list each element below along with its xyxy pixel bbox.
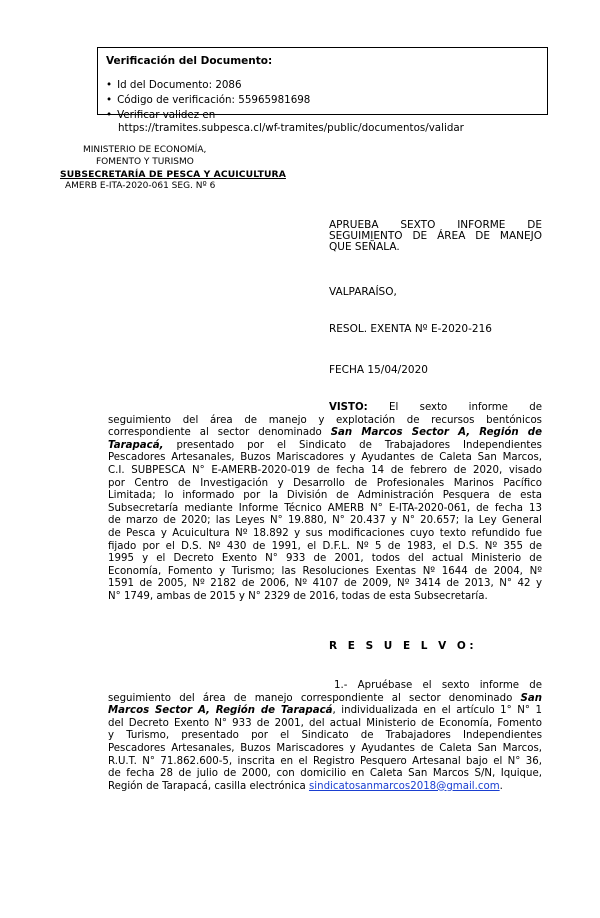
- verification-list: [106, 78, 310, 123]
- visto-line: Subsecretaría mediante Informe Técnico AMERB N° E-ITA-2020-061, de fecha 13: [108, 502, 542, 514]
- subject-line-1: APRUEBA SEXTO INFORME DE: [329, 219, 542, 231]
- visto-line: Tarapacá, presentado por el Sindicato de Trabajadores Independientes: [108, 439, 542, 451]
- point-line: Región de Tarapacá, casilla electrónica sindicatosanmarcos2018@gmail.com.: [108, 780, 503, 792]
- point-line: R.U.T. N° 71.862.600-5, inscrita en el Registro Pesquero Artesanal bajo el N° 36,: [108, 755, 542, 767]
- point-line: de fecha 28 de julio de 2000, con domicilio en Caleta San Marcos S/N, Iquique,: [108, 768, 542, 780]
- visto-line: 1995 y el Decreto Exento N° 933 de 2001, todos del actual Ministerio de: [108, 553, 542, 565]
- ministry-line-2: FOMENTO Y TURISMO: [96, 157, 194, 167]
- verification-title: Verificación del Documento:: [106, 55, 273, 67]
- place: VALPARAÍSO,: [329, 286, 397, 298]
- point-line: y Turismo, presentado por el Sindicato de Trabajadores Independientes: [108, 730, 542, 742]
- point-line: Pescadores Artesanales, Buzos Mariscadores y Ayudantes de Caleta San Marcos,: [108, 742, 542, 754]
- visto-line: fijado por el D.S. Nº 430 de 1991, el D.F.L. Nº 5 de 1983, el D.S. Nº 355 de: [108, 540, 542, 552]
- subsecretaria-title: SUBSECRETARÍA DE PESCA Y ACUICULTURA: [60, 169, 286, 180]
- subject-line-3: QUE SEÑALA.: [329, 241, 400, 253]
- resolution-subject: [329, 220, 542, 253]
- point-line: 1.- Apruébase el sexto informe de: [334, 680, 542, 691]
- sector-name: San Marcos Sector A, Región de: [330, 427, 542, 439]
- resuelvo-heading: R E S U E L V O:: [329, 640, 478, 652]
- visto-line: Economía, Fomento y Turismo; las Resoluciones Exentas Nº 1644 de 2004, Nº: [108, 565, 542, 577]
- visto-line: seguimiento del área de manejo y explotación de recursos bentónicos: [108, 414, 542, 426]
- email-link[interactable]: sindicatosanmarcos2018@gmail.com: [308, 780, 500, 792]
- resolution-point-1: [108, 680, 542, 793]
- point-line: seguimiento del área de manejo correspondiente al sector denominado San: [108, 692, 542, 704]
- visto-line: VISTO: El sexto informe de: [329, 402, 542, 413]
- amerb-reference: AMERB E-ITA-2020-061 SEG. Nº 6: [65, 181, 216, 191]
- subject-line-2: SEGUIMIENTO DE ÁREA DE MANEJO: [329, 230, 542, 242]
- visto-line: por Centro de Investigación y Desarrollo de Profesionales Marinos Pacífico: [108, 477, 542, 489]
- resolution-date: FECHA 15/04/2020: [329, 364, 428, 376]
- visto-line: de marzo de 2020; las Leyes N° 19.880, N° 20.437 y N° 20.657; la Ley General: [108, 515, 542, 527]
- verify-validity-label: • Verificar validez en: [106, 108, 310, 123]
- sector-name: Marcos Sector A, Región de Tarapacá: [108, 705, 333, 717]
- document-id: • Id del Documento: 2086: [106, 78, 310, 93]
- ministry-line-1: MINISTERIO DE ECONOMÍA,: [83, 145, 207, 155]
- visto-paragraph: [108, 402, 542, 604]
- verification-code: • Código de verificación: 55965981698: [106, 93, 310, 108]
- visto-line: correspondiente al sector denominado San Marcos Sector A, Región de: [108, 427, 542, 439]
- visto-line: N° 1749, ambas de 2015 y N° 2329 de 2016, todas de esta Subsecretaría.: [108, 590, 488, 602]
- verification-url[interactable]: https://tramites.subpesca.cl/wf-tramites/public/documentos/validar: [118, 122, 464, 134]
- resolution-number: RESOL. EXENTA Nº E-2020-216: [329, 323, 492, 335]
- visto-line: Pescadores Artesanales, Buzos Mariscadores y Ayudantes de Caleta San Marcos,: [108, 452, 542, 464]
- visto-line: C.I. SUBPESCA N° E-AMERB-2020-019 de fecha 14 de febrero de 2020, visado: [108, 464, 542, 476]
- visto-line: Limitada; lo informado por la División de Administración Pesquera de esta: [108, 490, 542, 502]
- visto-line: de Pesca y Acuicultura Nº 18.892 y sus modificaciones cuyo texto refundido fue: [108, 527, 542, 539]
- point-line: Marcos Sector A, Región de Tarapacá, individualizada en el artículo 1° N° 1: [108, 705, 542, 717]
- visto-label: VISTO:: [329, 402, 368, 413]
- visto-line: 1591 de 2005, Nº 2182 de 2006, Nº 4107 de 2009, Nº 3414 de 2013, N° 42 y: [108, 578, 542, 590]
- region-name: Tarapacá,: [108, 439, 164, 451]
- point-line: del Decreto Exento N° 933 de 2001, del actual Ministerio de Economía, Fomento: [108, 717, 542, 729]
